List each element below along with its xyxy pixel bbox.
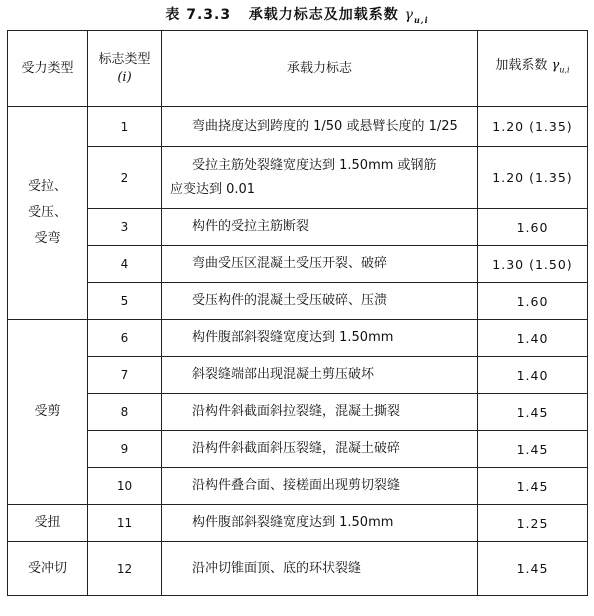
type-number: 5 — [88, 283, 162, 320]
indicator-text: 沿构件斜截面斜拉裂缝，混凝土撕裂 — [162, 394, 478, 431]
indicator-text: 沿冲切锥面顶、底的环状裂缝 — [162, 542, 478, 596]
table-row — [8, 107, 588, 147]
coef-value: 1.30 (1.50) — [478, 246, 588, 283]
header-type-line2: (i) — [117, 69, 132, 85]
coef-value: 1.20 (1.35) — [478, 147, 588, 209]
header-category: 受力类型 — [8, 31, 88, 107]
type-number: 3 — [88, 209, 162, 246]
title-prefix: 表 — [165, 7, 181, 23]
indicator-text: 构件腹部斜裂缝宽度达到 1.50mm — [162, 505, 478, 542]
category-line: 受剪 — [34, 404, 61, 419]
header-coef — [478, 31, 588, 107]
table-row — [8, 542, 588, 596]
table-row — [8, 246, 588, 283]
indicator-line: 应变达到 0.01 — [170, 181, 256, 197]
header-coef-text: 加载系数 — [495, 58, 548, 74]
table-row — [8, 357, 588, 394]
coef-value: 1.40 — [478, 320, 588, 357]
indicator-line: 受拉主筋处裂缝宽度达到 1.50mm 或钢筋 — [192, 157, 437, 173]
coef-value: 1.20 (1.35) — [478, 107, 588, 147]
table-row — [8, 209, 588, 246]
table-row — [8, 320, 588, 357]
coef-value: 1.45 — [478, 542, 588, 596]
indicator-text: 构件腹部斜裂缝宽度达到 1.50mm — [162, 320, 478, 357]
load-factor-table — [7, 30, 588, 596]
header-row — [8, 31, 588, 107]
type-number: 9 — [88, 431, 162, 468]
type-number: 8 — [88, 394, 162, 431]
title-number: 7.3.3 — [186, 7, 232, 23]
category-cell-tension-compression-bending — [8, 107, 88, 320]
type-number: 10 — [88, 468, 162, 505]
type-number: 7 — [88, 357, 162, 394]
title-text: 承载力标志及加载系数 — [248, 7, 399, 23]
title-symbol: γ — [404, 7, 414, 23]
title-symbol-sub: u,i — [413, 14, 429, 25]
type-number: 11 — [88, 505, 162, 542]
indicator-text — [162, 147, 478, 209]
table-row — [8, 505, 588, 542]
category-cell-punching — [8, 542, 88, 596]
category-line: 受压、 — [27, 205, 67, 220]
indicator-text: 斜裂缝端部出现混凝土剪压破坏 — [162, 357, 478, 394]
table-row — [8, 147, 588, 209]
type-number: 4 — [88, 246, 162, 283]
coef-value: 1.60 — [478, 209, 588, 246]
header-type — [88, 31, 162, 107]
table-row — [8, 431, 588, 468]
type-number: 1 — [88, 107, 162, 147]
table-row — [8, 283, 588, 320]
type-number: 6 — [88, 320, 162, 357]
coef-value: 1.45 — [478, 431, 588, 468]
table-row — [8, 394, 588, 431]
indicator-text: 沿构件斜截面斜压裂缝，混凝土破碎 — [162, 431, 478, 468]
indicator-text: 弯曲挠度达到跨度的 1/50 或悬臂长度的 1/25 — [162, 107, 478, 147]
coef-value: 1.45 — [478, 468, 588, 505]
category-line: 受冲切 — [27, 560, 67, 576]
coef-value: 1.25 — [478, 505, 588, 542]
header-type-line1: 标志类型 — [98, 51, 151, 67]
indicator-text: 构件的受拉主筋断裂 — [162, 209, 478, 246]
coef-value: 1.60 — [478, 283, 588, 320]
category-line: 受扭 — [34, 515, 61, 530]
type-number: 12 — [88, 542, 162, 596]
indicator-text: 受压构件的混凝土受压破碎、压溃 — [162, 283, 478, 320]
category-line: 受拉、 — [27, 179, 67, 194]
coef-value: 1.45 — [478, 394, 588, 431]
header-coef-sub: u,i — [559, 65, 570, 75]
table-title — [0, 4, 594, 25]
category-line: 受弯 — [34, 231, 61, 246]
table-row — [8, 468, 588, 505]
indicator-text: 弯曲受压区混凝土受压开裂、破碎 — [162, 246, 478, 283]
indicator-text: 沿构件叠合面、接槎面出现剪切裂缝 — [162, 468, 478, 505]
header-coef-symbol: γ — [551, 58, 560, 74]
type-number: 2 — [88, 147, 162, 209]
header-indicator: 承载力标志 — [162, 31, 478, 107]
category-cell-shear — [8, 320, 88, 505]
coef-value: 1.40 — [478, 357, 588, 394]
category-cell-torsion — [8, 505, 88, 542]
